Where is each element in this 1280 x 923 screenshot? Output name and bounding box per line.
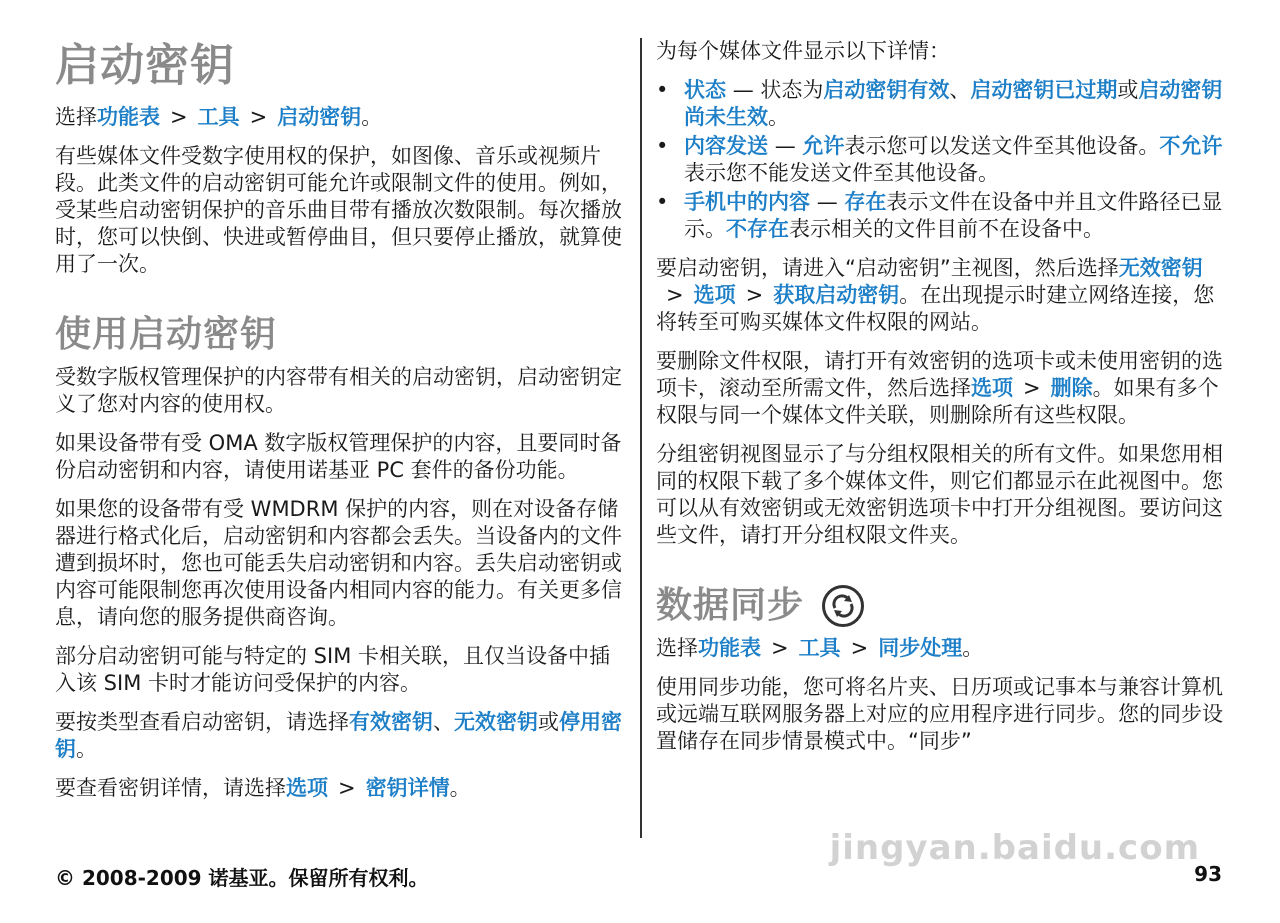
link-invalid-keys[interactable]: 无效密钥 [1118, 256, 1203, 280]
link-options[interactable]: 选项 [971, 376, 1013, 400]
paragraph: 分组密钥视图显示了与分组权限相关的所有文件。如果您用相同的权限下载了多个媒体文件，则它们都显示在此视图中。您可以从有效密钥或无效密钥选项卡中打开分组视图。要访问这些文件，请打开分组权限文件夹。 [656, 442, 1223, 547]
paragraph: 为每个媒体文件显示以下详情： [656, 39, 950, 63]
watermark: jingyan.baidu.com [829, 828, 1200, 868]
paragraph: 要删除文件权限，请打开有效密钥的选项卡或未使用密钥的选项卡，滚动至所需文件，然后选择选项 > 删除。如果有多个权限与同一个媒体文件关联，则删除所有这些权限。 [656, 349, 1223, 427]
link-key-details[interactable]: 密钥详情 [365, 776, 450, 800]
paragraph: 受数字版权管理保护的内容带有相关的启动密钥，启动密钥定义了您对内容的使用权。 [55, 365, 622, 416]
page-number: 93 [1194, 862, 1222, 886]
copyright: © 2008-2009 诺基亚。保留所有权利。 [55, 866, 429, 890]
paragraph: 要按类型查看启动密钥，请选择有效密钥、无效密钥或停用密钥。 [55, 710, 622, 761]
right-column [656, 38, 1228, 767]
nav-path-2: 选择功能表 > 工具 > 同步处理。 [656, 636, 984, 660]
section-title: 使用启动密钥 [55, 314, 278, 355]
page-title: 启动密钥 [55, 40, 235, 91]
column-divider [640, 38, 642, 838]
details-list [656, 77, 1228, 243]
left-column [55, 38, 625, 814]
paragraph: 使用同步功能，您可将名片夹、日历项或记事本与兼容计算机或远端互联网服务器上对应的应用程序进行同步。您的同步设置储存在同步情景模式中。“同步” [656, 675, 1223, 753]
nav-link-tools[interactable]: 工具 [197, 105, 240, 129]
link-invalid-keys[interactable]: 无效密钥 [454, 710, 538, 734]
list-item: • 手机中的内容 — 存在表示文件在设备中并且文件路径已显示。不存在表示相关的文件目前不在设备中。 [656, 190, 1223, 241]
sync-section-header [656, 583, 1228, 629]
section-title: 数据同步 [656, 585, 805, 626]
nav-link-menu[interactable]: 功能表 [698, 636, 761, 660]
paragraph: 要启动密钥，请进入“启动密钥”主视图，然后选择无效密钥> 选项 > 获取启动密钥。在出现提示时建立网络连接，您将转至可购买媒体文件权限的网站。 [656, 256, 1215, 334]
paragraph: 如果您的设备带有受 WMDRM 保护的内容，则在对设备存储器进行格式化后，启动密钥和内容都会丢失。当设备内的文件遭到损坏时，您也可能丢失启动密钥和内容。丢失启动密钥或内容可能限制您再次使用设备内相同内容的能力。有关更多信息，请向您的服务提供商咨询。 [55, 497, 622, 629]
link-delete[interactable]: 删除 [1050, 376, 1093, 400]
paragraph: 有些媒体文件受数字使用权的保护，如图像、音乐或视频片段。此类文件的启动密钥可能允许或限制文件的使用。例如，受某些启动密钥保护的音乐曲目带有播放次数限制。每次播放时，您可以快倒、快进或暂停曲目，但只要停止播放，就算使用了一次。 [55, 144, 622, 276]
nav-link-sync[interactable]: 同步处理 [878, 636, 963, 660]
link-get-key[interactable]: 获取启动密钥 [773, 283, 900, 307]
list-item: • 内容发送 — 允许表示您可以发送文件至其他设备。不允许表示您不能发送文件至其他设备。 [656, 134, 1223, 185]
list-item: • 状态 — 状态为启动密钥有效、启动密钥已过期或启动密钥尚未生效。 [656, 78, 1223, 129]
nav-link-menu[interactable]: 功能表 [97, 105, 160, 129]
link-valid-keys[interactable]: 有效密钥 [349, 710, 433, 734]
nav-path-1: 选择功能表 > 工具 > 启动密钥。 [55, 105, 383, 129]
link-disabled-keys[interactable]: 停用密钥 [55, 710, 622, 761]
link-options[interactable]: 选项 [693, 283, 736, 307]
link-options[interactable]: 选项 [286, 776, 328, 800]
paragraph: 要查看密钥详情，请选择选项 > 密钥详情。 [55, 776, 471, 800]
paragraph: 部分启动密钥可能与特定的 SIM 卡相关联，且仅当设备中插入该 SIM 卡时才能访问受保护的内容。 [55, 644, 610, 695]
nav-link-tools[interactable]: 工具 [798, 636, 841, 660]
nav-link-activation-keys[interactable]: 启动密钥 [277, 105, 362, 129]
paragraph: 如果设备带有受 OMA 数字版权管理保护的内容，且要同时备份启动密钥和内容，请使用诺基亚 PC 套件的备份功能。 [55, 431, 622, 482]
sync-icon [822, 585, 864, 627]
